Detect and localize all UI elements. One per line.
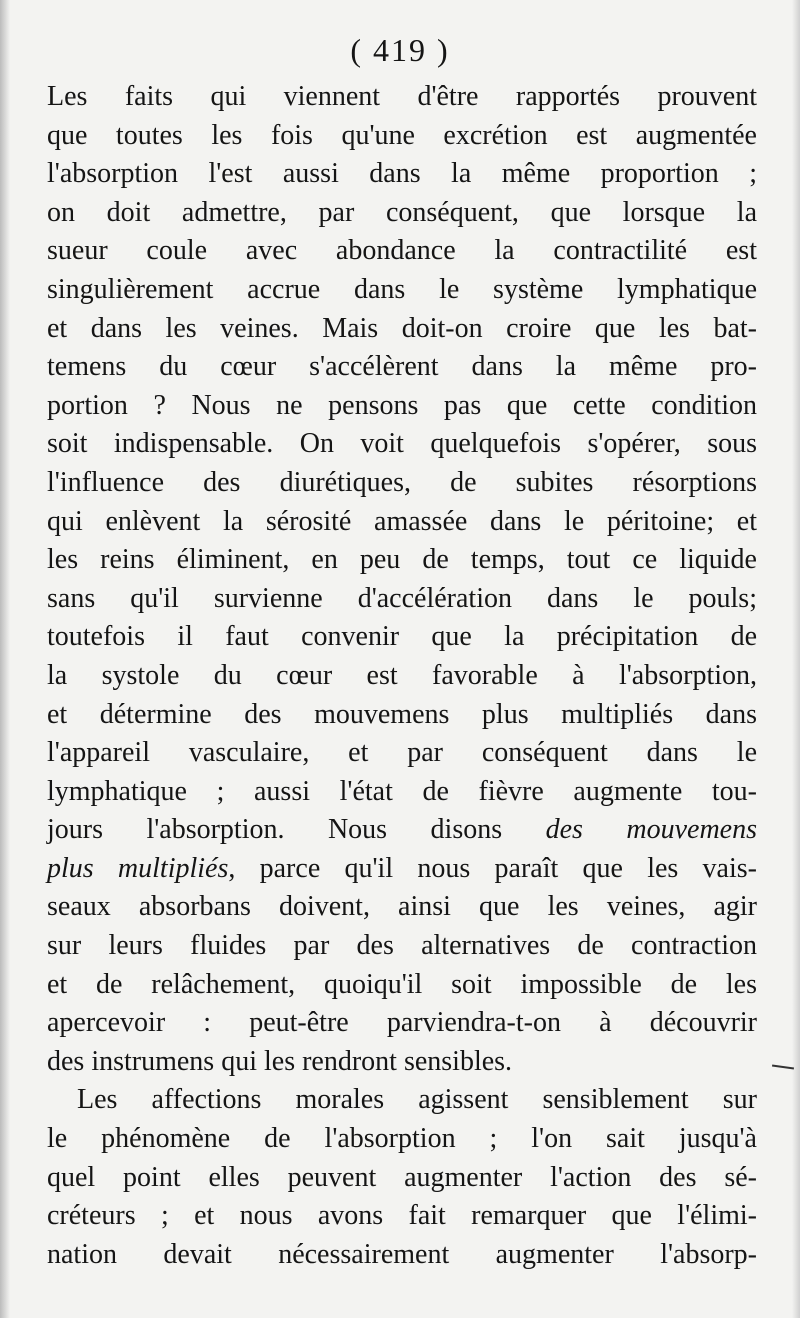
text-line: sueur coule avec abondance la contractilité est (47, 235, 757, 267)
text-segment: , parce qu'il nous paraît que les vais- (228, 852, 757, 884)
text-line: Les faits qui viennent d'être rapportés prouvent (47, 81, 757, 112)
text-line-mixed (47, 811, 757, 850)
text-line: seaux absorbans doivent, ainsi que les veines, agir (47, 891, 757, 923)
text-line: toutefois il faut convenir que la précipitation de (47, 621, 757, 653)
text-line: singulièrement accrue dans le système lymphatique (47, 273, 757, 305)
text-line: sur leurs fluides par des alternatives de contraction (47, 930, 757, 962)
text-line: que toutes les fois qu'une excrétion est augmentée (47, 119, 757, 151)
text-line: qui enlèvent la sérosité amassée dans le péritoine; et (47, 505, 757, 537)
text-line: la systole du cœur est favorable à l'absorption, (47, 659, 757, 691)
text-line: l'absorption l'est aussi dans la même proportion ; (47, 158, 757, 190)
text-line: lymphatique ; aussi l'état de fièvre augmente tou- (47, 775, 757, 807)
text-line: les reins éliminent, en peu de temps, tout ce liquide (47, 544, 757, 576)
text-line-mixed (47, 850, 757, 889)
text-line: créteurs ; et nous avons fait remarquer que l'élimi- (47, 1200, 757, 1232)
text-line: portion ? Nous ne pensons pas que cette condition (47, 389, 757, 421)
text-line: on doit admettre, par conséquent, que lorsque la (47, 196, 757, 228)
page-right-edge (792, 0, 800, 1318)
paragraph-end-line: des instrumens qui les rendront sensibles. (47, 1045, 513, 1077)
page-number: ( 419 ) (350, 32, 450, 68)
page-left-edge (0, 0, 10, 1318)
text-line: l'influence des diurétiques, de subites résorptions (47, 466, 757, 498)
text-line: quel point elles peuvent augmenter l'action des sé- (47, 1161, 757, 1193)
text-line: et détermine des mouvemens plus multipliés dans (47, 698, 757, 730)
italic-phrase: plus multipliés (47, 852, 229, 884)
text-line: soit indispensable. On voit quelquefois s'opérer, sous (47, 428, 757, 460)
text-line: sans qu'il survienne d'accélération dans le pouls; (47, 582, 757, 614)
text-line: apercevoir : peut-être parviendra-t-on à découvrir (47, 1007, 757, 1039)
italic-phrase: des mouvemens (545, 814, 757, 846)
text-line: nation devait nécessairement augmenter l'absorp- (47, 1238, 757, 1270)
text-line: le phénomène de l'absorption ; l'on sait jusqu'à (47, 1123, 757, 1155)
margin-mark (772, 1064, 794, 1069)
text-line: et de relâchement, quoiqu'il soit impossible de les (47, 968, 757, 1000)
paragraph-start-line: Les affections morales agissent sensiblement sur (77, 1084, 757, 1116)
text-line: l'appareil vasculaire, et par conséquent dans le (47, 737, 757, 769)
body-text (47, 78, 757, 1274)
text-line: et dans les veines. Mais doit-on croire que les bat- (47, 312, 757, 344)
text-line: temens du cœur s'accélèrent dans la même pro- (47, 351, 757, 383)
text-segment: jours l'absorption. Nous disons (47, 814, 546, 846)
